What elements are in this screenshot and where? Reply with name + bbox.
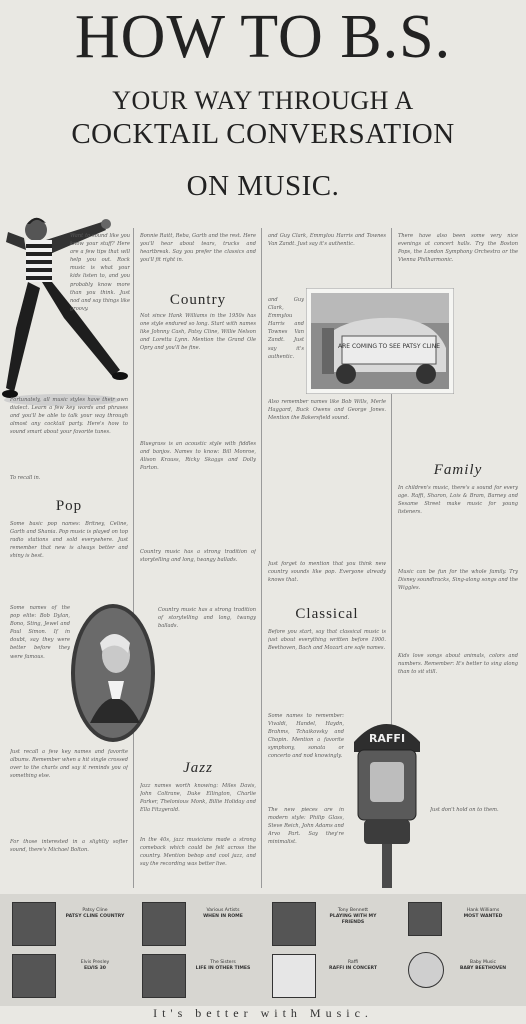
cd-caption-3 [320, 908, 386, 926]
column-2-text-d: Country music has a strong tradition of storytelling and long, twangy ballads. [158, 607, 256, 630]
column-1-intro: Want to sound like you know your stuff? Here are a few tips that will help you out. Rock music is what your kids listen to, and you probably know more than you think. Just nod and say things like groovy. [70, 233, 130, 312]
pop-text-b: Some names of the pop elite: Bob Dylan, Bono, Sting, Jewel and Paul Simon. If in doubt, say they were better before they were famous. [10, 605, 70, 660]
classical-text-b: Some names to remember: Vivaldi, Handel, Haydn, Brahms, Tchaikovsky and Chopin. Mention a favorite symphony, sonata or concerto and nod knowingly. [268, 713, 344, 760]
column-3-text-narrow: and Guy Clark, Emmylou Harris and Townes Van Zandt. Just say it's authentic. [268, 297, 304, 360]
family-text-d: Just don't hold on to them. [430, 807, 499, 813]
cd-artist: Patsy Cline [82, 908, 108, 913]
cd-artist: Tony Bennett [337, 908, 369, 913]
cd-caption-7 [320, 960, 386, 972]
section-heading-pop: Pop [55, 498, 83, 514]
column-1-text-b: Fortunately, all music styles have their own dialect. Learn a few key words and phrases and you'll be able to talk your way through almost any cocktail party. Here's how to sound smart about your favorite tunes. [10, 397, 128, 436]
section-heading-classical: Classical [295, 606, 359, 622]
cd-caption-8 [448, 960, 518, 972]
cd-caption-5 [60, 960, 130, 972]
cd-title: PLAYING WITH MY FRIENDS [329, 914, 377, 925]
cd-cover-1 [12, 902, 56, 946]
cd-title: RAFFI IN CONCERT [329, 966, 377, 971]
car-sign-text: ARE COMING TO SEE PATSY CLINE [338, 343, 440, 350]
cd-title: MOST WANTED [463, 914, 503, 919]
column-rule [133, 228, 134, 888]
cd-artist: The Sisters [210, 960, 236, 965]
cd-cover-6 [142, 954, 186, 998]
headline-title: HOW TO B.S. [74, 3, 452, 71]
cd-caption-4 [448, 908, 518, 920]
family-text-a: In children's music, there's a sound for every age. Raffi, Sharon, Lois & Bram, Barney and Sesame Street make music for young listeners. [398, 485, 518, 516]
section-heading-family: Family [433, 462, 483, 478]
cd-title: LIFE IN OTHER TIMES [195, 966, 251, 971]
classical-text-a: Before you start, say that classical music is just about everything written before 1900. Beethoven, Bach and Mozart are safe names. [268, 629, 386, 652]
cd-title: BABY BEETHOVEN [459, 966, 507, 971]
cd-artist: Elvis Presley [80, 960, 110, 965]
jazz-text-a: Jazz names worth knowing: Miles Davis, John Coltrane, Duke Ellington, Charlie Parker, Thelonious Monk, Billie Holiday and Ella Fitzgerald. [140, 783, 256, 814]
raffi-sign-text: RAFFI [368, 732, 406, 745]
column-1-text-c: To recall in. [10, 475, 41, 481]
cd-artist: Raffi [347, 960, 359, 965]
cd-cover-8 [408, 952, 444, 988]
cd-caption-2 [190, 908, 256, 920]
cd-caption-1 [60, 908, 130, 920]
cd-cover-5 [12, 954, 56, 998]
column-4-text-a: There have also been some very nice evenings at concert halls. Try the Boston Pops, the London Symphony Orchestra or the Vienna Philharmonic. [398, 233, 518, 264]
family-text-b: Music can be fun for the whole family. Try Disney soundtracks, Sing-along songs and the Wiggles. [398, 569, 518, 592]
column-2-intro: Bonnie Raitt, Reba, Garth and the rest. Here you'll hear about tears, trucks and heartbreak. Say you prefer the classics and you'll fit right in. [140, 233, 256, 264]
cd-title: ELVIS 30 [84, 966, 106, 971]
pop-text-a: Some basic pop names: Britney, Celine, Garth and Shania. Pop music is played on top radio stations and sold everywhere. Just remember that new is always better and shiny is best. [10, 521, 128, 560]
cd-cover-2 [142, 902, 186, 946]
column-rule [261, 228, 262, 888]
cd-caption-6 [190, 960, 256, 972]
cd-cover-3 [272, 902, 316, 946]
classical-text-c: The new pieces are in modern style: Philip Glass, Steve Reich, John Adams and Arvo Part. Say they're minimalist. [268, 807, 344, 846]
headline-subtitle-1: YOUR WAY THROUGH A [112, 86, 414, 115]
tagline: It's better with Music. [0, 1006, 526, 1024]
column-3-text-b: Also remember names like Bob Wills, Merle Haggard, Buck Owens and George Jones. Mention the Bakersfield sound. [268, 399, 386, 422]
cd-title: PATSY CLINE COUNTRY [65, 914, 125, 919]
cd-cover-4 [408, 902, 442, 936]
headline-subtitle-3: ON MUSIC. [186, 170, 340, 202]
column-3-text-a: and Guy Clark, Emmylou Harris and Townes Van Zandt. Just say it's authentic. [268, 233, 386, 248]
cd-cover-7 [272, 954, 316, 998]
pop-text-c: Just recall a few key names and favorite albums. Remember when a hit single crossed over to the charts and say it reminds you of something else. [10, 749, 128, 780]
cd-artist: Baby Music [469, 960, 497, 965]
cd-title: WHEN IN ROME [203, 914, 243, 919]
country-text-c: Country music has a strong tradition of storytelling and long, twangy ballads. [140, 549, 256, 564]
family-text-c: Kids love songs about animals, colors and numbers. Remember: It's better to sing along than to sit still. [398, 653, 518, 676]
section-heading-country: Country [169, 292, 227, 308]
cd-promo-strip [0, 894, 526, 1006]
headline-subtitle-2: COCKTAIL CONVERSATION [71, 118, 455, 150]
column-3-text-c: Just forget to mention that you think new country sounds like pop. Everyone already knows that. [268, 561, 386, 584]
country-text-b: Bluegrass is an acoustic style with fiddles and banjos. Names to know: Bill Monroe, Alison Krauss, Ricky Skaggs and Dolly Parton. [140, 441, 256, 472]
country-text-a: Not since Hank Williams in the 1950s has one style endured so long. Start with names like Johnny Cash, Patsy Cline, Willie Nelson and Loretta Lynn. Mention the Grand Ole Opry and you'll be fine. [140, 313, 256, 352]
cd-artist: Various Artists [206, 908, 240, 913]
mozart-portrait [70, 603, 156, 743]
jazz-text-b: In the 40s, jazz musicians made a strong comeback which could be felt across the country. Mention bebop and cool jazz, and say the recording was better live. [140, 837, 256, 868]
cd-artist: Hank Williams [466, 908, 500, 913]
section-heading-jazz: Jazz [183, 760, 213, 776]
pop-text-d: For those interested in a slightly softer sound, there's Michael Bolton. [10, 839, 128, 854]
